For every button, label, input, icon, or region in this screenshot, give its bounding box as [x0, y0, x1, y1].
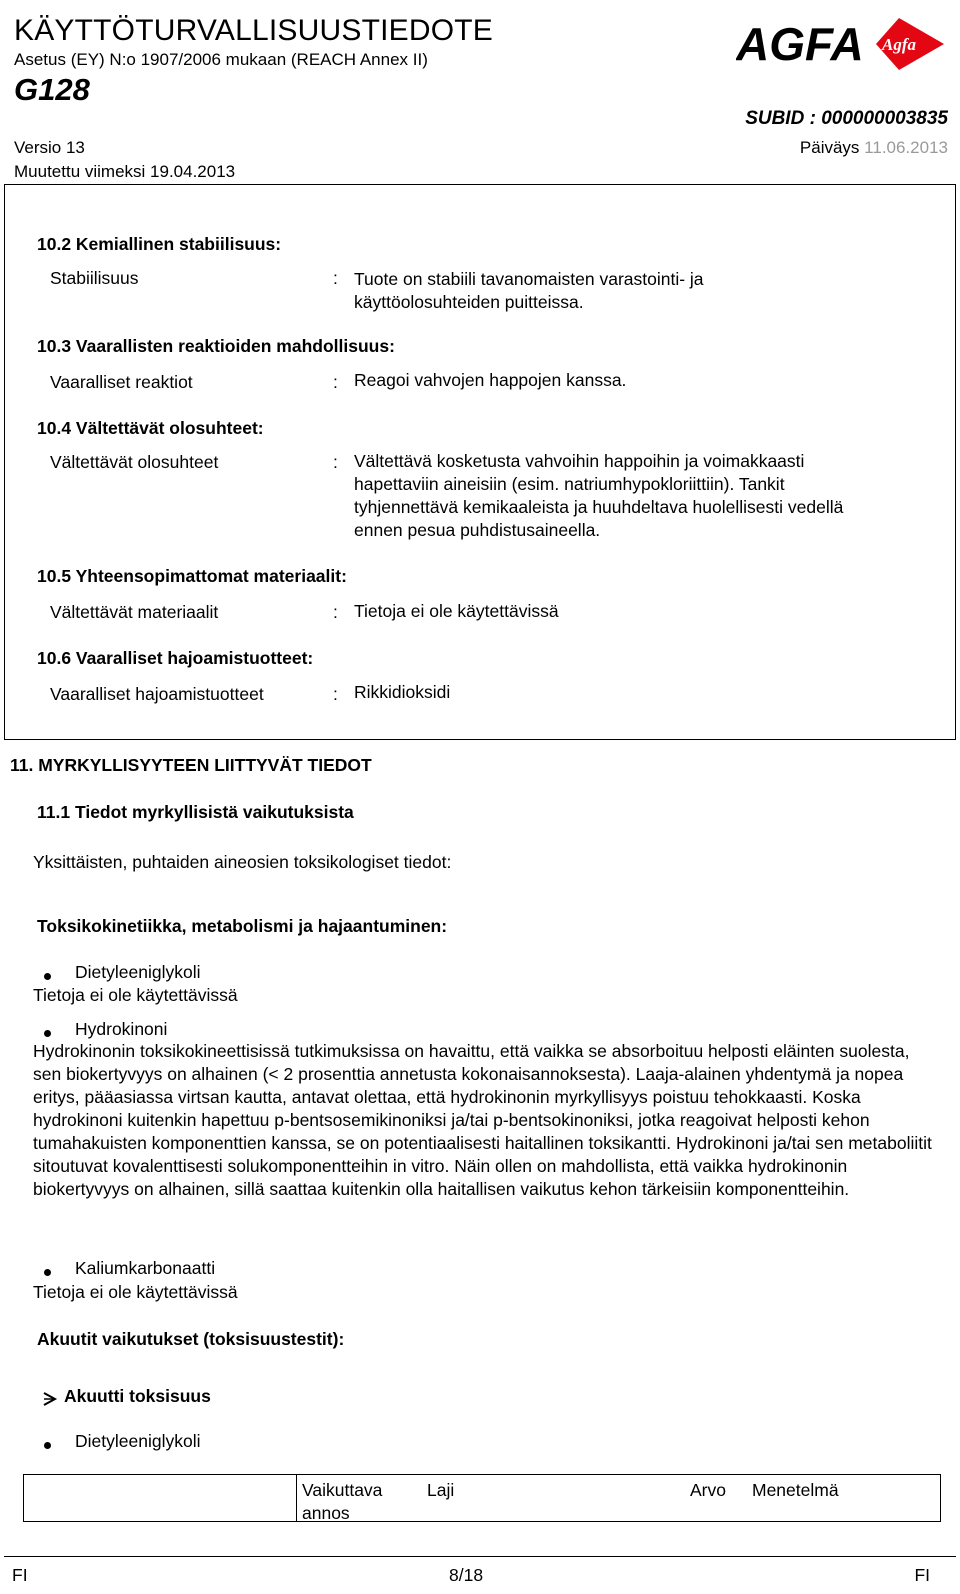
value-line: ennen pesua puhdistusaineella. — [354, 520, 601, 540]
tox-intro: Yksittäisten, puhtaiden aineosien toksikologiset tiedot: — [33, 852, 452, 872]
colon: : — [333, 268, 338, 288]
acute-item-name: Dietyleeniglykoli — [75, 1431, 201, 1451]
value-line: Tuote on stabiili tavanomaisten varastointi- ja — [354, 269, 704, 289]
document-title: KÄYTTÖTURVALLISUUSTIEDOTE — [14, 14, 493, 47]
date-label: Päiväys — [799, 138, 860, 157]
label-vaaralliset-reaktiot: Vaaralliset reaktiot — [50, 372, 193, 392]
bullet-icon — [44, 1442, 51, 1449]
date-value: 11.06.2013 — [864, 138, 948, 157]
footer-lang-right: FI — [914, 1565, 930, 1585]
value-line: Vältettävä kosketusta vahvoihin happoihin ja voimakkaasti — [354, 451, 805, 471]
label-valtettavat-olosuhteet: Vältettävät olosuhteet — [50, 452, 219, 472]
arrow-bullet-icon — [42, 1392, 58, 1406]
colon: : — [333, 602, 338, 622]
item-name: Dietyleeniglykoli — [75, 962, 201, 982]
value-valtettavat-materiaalit: Tietoja ei ole käytettävissä — [354, 601, 559, 621]
item-name: Kaliumkarbonaatti — [75, 1258, 216, 1278]
heading-11-1: 11.1 Tiedot myrkyllisistä vaikutuksista — [37, 802, 354, 822]
issue-date — [800, 138, 948, 158]
value-vaaralliset-reaktiot: Reagoi vahvojen happojen kanssa. — [354, 370, 627, 390]
footer-divider — [4, 1556, 956, 1557]
heading-10-3: 10.3 Vaarallisten reaktioiden mahdollisuus: — [37, 336, 395, 356]
table-header-value: Arvo — [690, 1480, 726, 1500]
table-header-species: Laji — [427, 1480, 455, 1500]
page-number: 8/18 — [449, 1565, 484, 1585]
heading-10-5: 10.5 Yhteensopimattomat materiaalit: — [37, 566, 347, 586]
value-valtettavat-olosuhteet — [354, 450, 843, 542]
heading-10-6: 10.6 Vaaralliset hajoamistuotteet: — [37, 648, 314, 668]
bullet-icon — [44, 1269, 51, 1276]
heading-10-4: 10.4 Vältettävät olosuhteet: — [37, 418, 264, 438]
acute-toxicity-table — [23, 1474, 941, 1522]
logo-text: AGFA — [736, 18, 864, 70]
regulation-subtitle: Asetus (EY) N:o 1907/2006 mukaan (REACH Annex II) — [14, 50, 428, 69]
table-divider — [296, 1475, 297, 1521]
colon: : — [333, 452, 338, 472]
subid: SUBID : 000000003835 — [745, 108, 948, 129]
agfa-logo — [736, 14, 950, 74]
heading-10-2: 10.2 Kemiallinen stabiilisuus: — [37, 234, 282, 254]
acute-heading: Akuutit vaikutukset (toksisuustestit): — [37, 1329, 345, 1349]
tox-heading: Toksikokinetiikka, metabolismi ja hajaantuminen: — [37, 916, 448, 936]
value-line: käyttöolosuhteiden puitteissa. — [354, 292, 584, 312]
value-vaaralliset-hajoamistuotteet: Rikkidioksidi — [354, 682, 451, 702]
logo-badge: Agfa — [882, 35, 916, 54]
item-name: Hydrokinoni — [75, 1019, 168, 1039]
heading-11: 11. MYRKYLLISYYTEEN LIITTYVÄT TIEDOT — [10, 755, 372, 775]
value-line: tyhjennettävä kemikaaleista ja huuhdeltava huolellisesti vedellä — [354, 497, 844, 517]
colon: : — [333, 684, 338, 704]
colon: : — [333, 372, 338, 392]
table-header-method: Menetelmä — [752, 1480, 839, 1500]
bullet-icon — [44, 973, 51, 980]
value-stabiilisuus — [354, 268, 704, 314]
value-line: hapettaviin aineisiin (esim. natriumhypokloriittiin). Tankit — [354, 474, 785, 494]
table-header-dose: Vaikuttava annos — [302, 1480, 383, 1523]
modified-date: Muutettu viimeksi 19.04.2013 — [14, 162, 236, 181]
acute-sub-heading: Akuutti toksisuus — [64, 1386, 211, 1406]
version: Versio 13 — [14, 138, 85, 157]
label-vaaralliset-hajoamistuotteet: Vaaralliset hajoamistuotteet — [50, 684, 264, 704]
footer-lang-left: FI — [12, 1565, 28, 1585]
label-stabiilisuus: Stabiilisuus — [50, 268, 139, 288]
item-text: Tietoja ei ole käytettävissä — [33, 1282, 238, 1302]
item-text: Tietoja ei ole käytettävissä — [33, 985, 238, 1005]
product-code: G128 — [14, 72, 90, 107]
bullet-icon — [44, 1030, 51, 1037]
item-text: Hydrokinonin toksikokineettisissä tutkimuksissa on havaittu, että vaikka se absorboituu helposti eläinten suolesta, sen biokertyvyys on alhainen (< 2 prosenttia annetusta kokonaisannoksesta). Laaja-alainen yhdentymä ja nopea eritys, pääasiassa virtsan kautta, antavat olettaa, että hydrokinonin myrkyllisyys poistuu tehokkaasti. Koska hydrokinoni kuitenkin hapettuu p-bentsosemikinoniksi ja/tai p-bentsokinoniksi, jotka reagoivat helposti kehon tumahakuisten komponenttien kanssa, se on potentiaalisesti haitallinen toksikantti. Hydrokinoni ja/tai sen metaboliitit sitoutuvat kovalenttisesti solukomponentteihin in vitro. Näin ollen on mahdollista, että vaikka hydrokinonin biokertyvyys on alhainen, sillä saattaa kuitenkin olla haitallisen vaikutus kehon tärkeisiin komponentteihin. — [33, 1041, 932, 1199]
label-valtettavat-materiaalit: Vältettävät materiaalit — [50, 602, 219, 622]
